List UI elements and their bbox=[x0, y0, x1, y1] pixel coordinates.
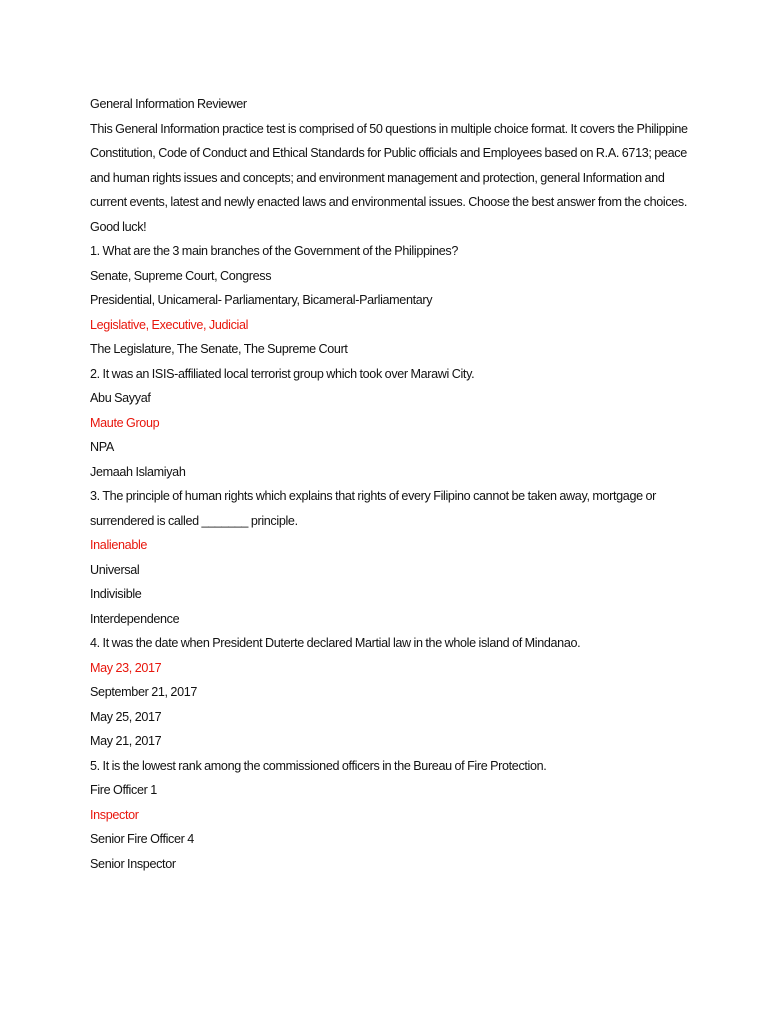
answer-choice: Fire Officer 1 bbox=[90, 783, 157, 797]
answer-choice: May 21, 2017 bbox=[90, 734, 162, 748]
answer-choice: Presidential, Unicameral- Parliamentary, Bicameral-Parliamentary bbox=[90, 293, 433, 307]
document-title: General Information Reviewer bbox=[90, 97, 247, 111]
question-block-2 bbox=[90, 362, 690, 485]
intro-line: Constitution, Code of Conduct and Ethical Standards for Public officials and Employees based on R.A. 6713; peace bbox=[90, 146, 687, 160]
answer-choice-correct: Inspector bbox=[90, 807, 139, 822]
answer-choice: The Legislature, The Senate, The Supreme Court bbox=[90, 342, 348, 356]
question-block-4 bbox=[90, 631, 690, 754]
question-text: 3. The principle of human rights which explains that rights of every Filipino cannot be taken away, mortgage or bbox=[90, 489, 657, 503]
answer-choice-correct: Maute Group bbox=[90, 415, 160, 430]
answer-choice: Senate, Supreme Court, Congress bbox=[90, 268, 272, 283]
answer-choice: Interdependence bbox=[90, 611, 180, 626]
intro-line: and human rights issues and concepts; and environment management and protection, general Information and bbox=[90, 170, 665, 185]
answer-choice-correct: Inalienable bbox=[90, 538, 148, 552]
answer-choice: Senior Inspector bbox=[90, 856, 176, 871]
intro-line: Good luck! bbox=[90, 219, 147, 234]
answer-choice: NPA bbox=[90, 440, 114, 454]
question-text-continued: surrendered is called _______ principle. bbox=[90, 513, 298, 528]
answer-choice: Indivisible bbox=[90, 587, 142, 601]
question-text: 4. It was the date when President Duterte declared Martial law in the whole island of Mindanao. bbox=[90, 636, 581, 650]
answer-choice: Senior Fire Officer 4 bbox=[90, 832, 194, 846]
document-page bbox=[90, 92, 690, 876]
question-block-5 bbox=[90, 754, 690, 877]
answer-choice-correct: Legislative, Executive, Judicial bbox=[90, 317, 249, 332]
question-block-3 bbox=[90, 484, 690, 631]
question-text: 2. It was an ISIS-affiliated local terrorist group which took over Marawi City. bbox=[90, 366, 475, 381]
answer-choice-correct: May 23, 2017 bbox=[90, 660, 162, 675]
question-text: 1. What are the 3 main branches of the Government of the Philippines? bbox=[90, 244, 458, 258]
answer-choice: September 21, 2017 bbox=[90, 685, 198, 699]
answer-choice: Universal bbox=[90, 562, 140, 577]
answer-choice: May 25, 2017 bbox=[90, 709, 162, 724]
answer-choice: Jemaah Islamiyah bbox=[90, 464, 186, 479]
question-block-1 bbox=[90, 239, 690, 362]
intro-paragraph bbox=[90, 117, 690, 240]
question-text: 5. It is the lowest rank among the commissioned officers in the Bureau of Fire Protection. bbox=[90, 758, 547, 773]
intro-line: This General Information practice test is comprised of 50 questions in multiple choice format. It covers the Philippine bbox=[90, 121, 688, 136]
intro-line: current events, latest and newly enacted laws and environmental issues. Choose the best answer from the choices. bbox=[90, 195, 688, 209]
answer-choice: Abu Sayyaf bbox=[90, 391, 151, 405]
